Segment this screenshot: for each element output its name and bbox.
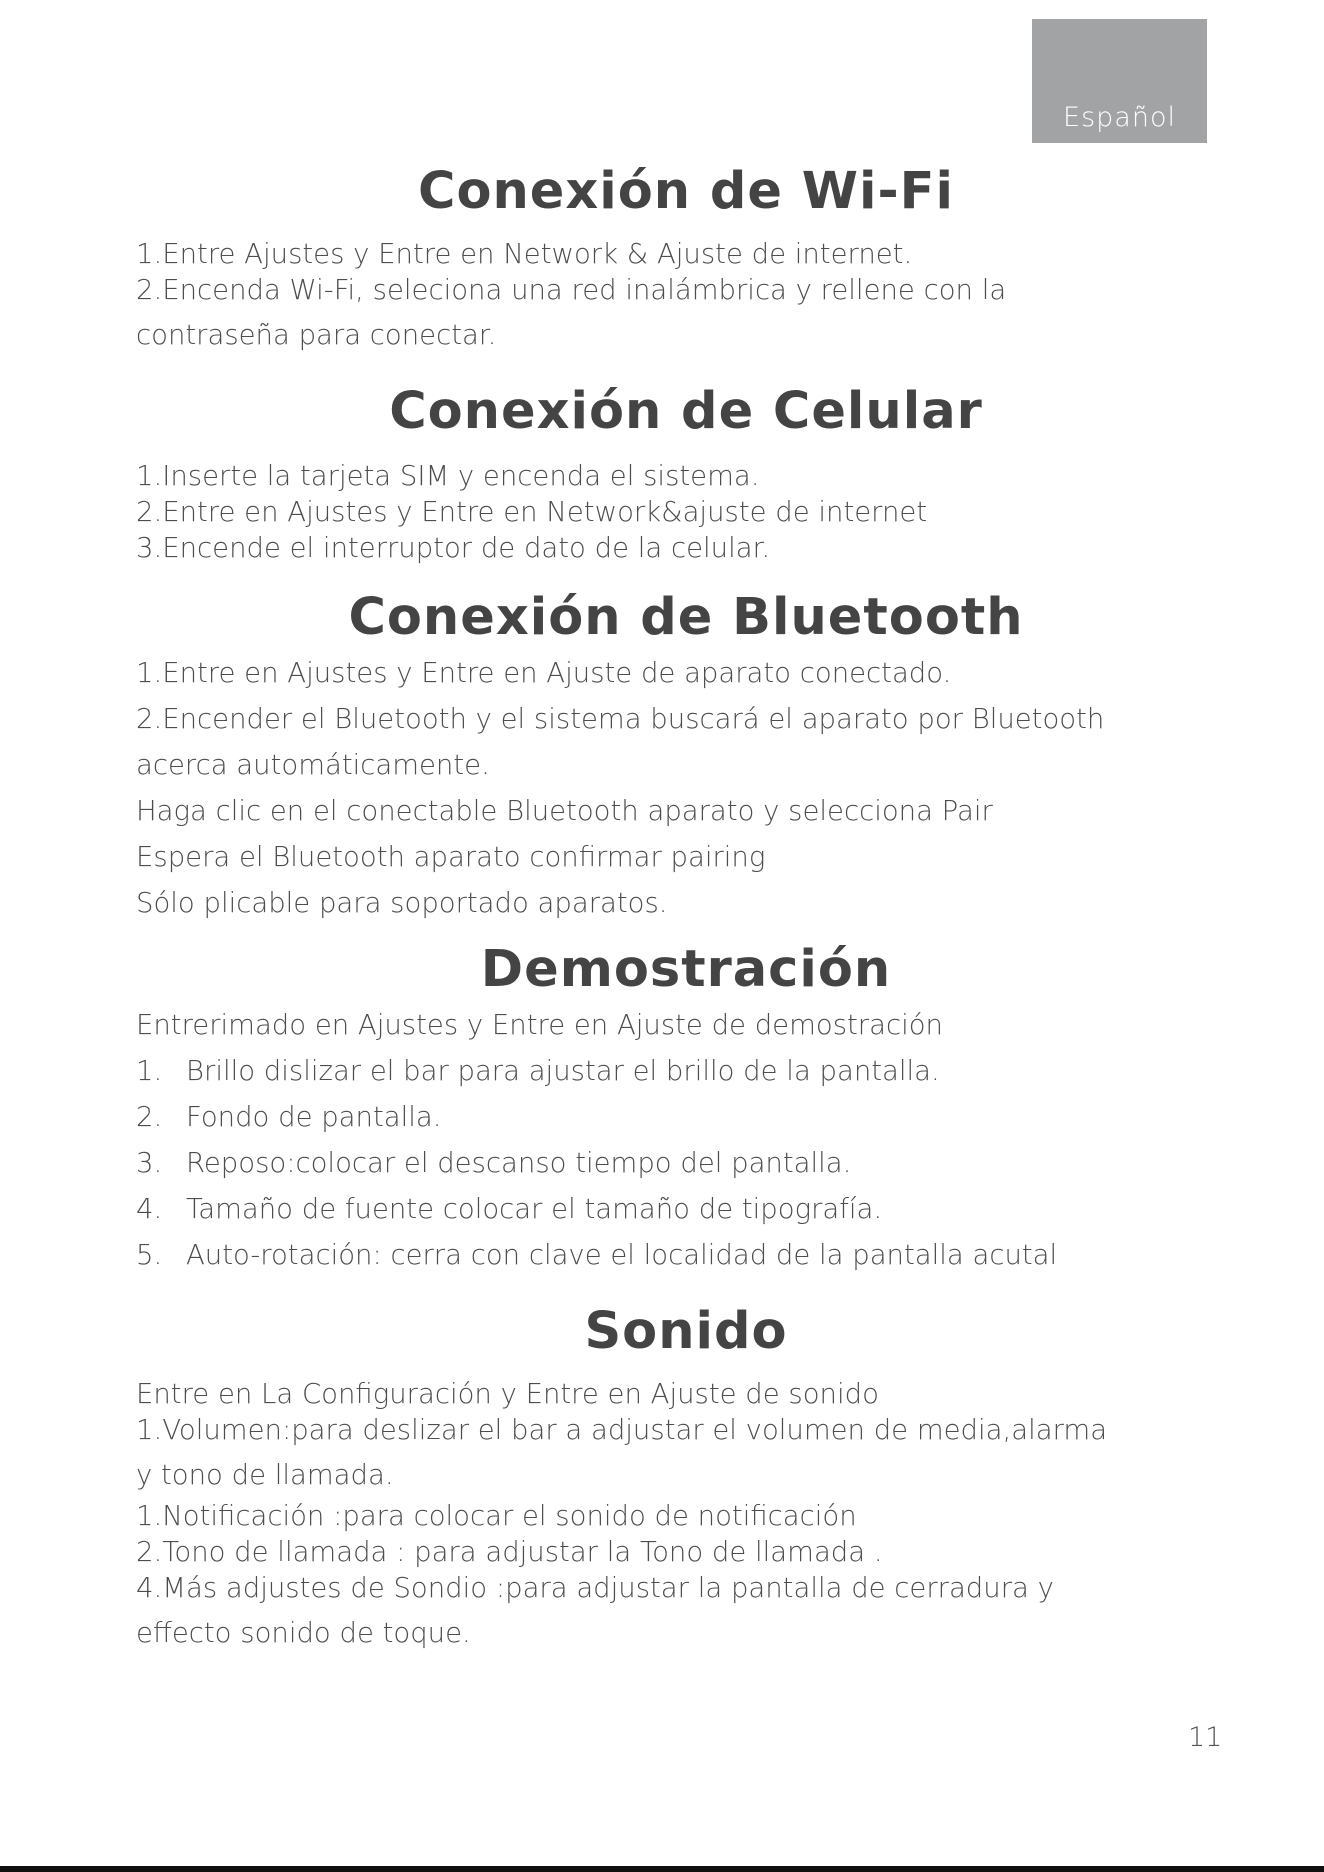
bluetooth-line-5: Espera el Bluetooth aparato confirmar pairing	[136, 841, 766, 873]
demo-item-number: 4.	[136, 1193, 163, 1225]
demo-item-1	[136, 1048, 1186, 1094]
wifi-line-1: 1.Entre Ajustes y Entre en Network & Ajuste de internet.	[136, 238, 913, 270]
cellular-section	[136, 380, 1186, 566]
sound-heading: Sonido	[584, 1302, 788, 1361]
demo-item-number: 2.	[136, 1101, 163, 1133]
sound-line-2: 1.Volumen:para deslizar el bar a adjustar el volumen de media,alarma	[136, 1414, 1108, 1446]
sound-line-7: effecto sonido de toque.	[136, 1617, 471, 1649]
bluetooth-section	[136, 586, 1186, 926]
cellular-heading: Conexión de Celular	[389, 382, 983, 441]
bluetooth-line-4: Haga clic en el conectable Bluetooth aparato y selecciona Pair	[136, 795, 993, 827]
demo-item-text: Fondo de pantalla.	[186, 1101, 442, 1133]
sound-section	[136, 1300, 1186, 1656]
sound-line-4: 1.Notificación :para colocar el sonido de notificación	[136, 1500, 857, 1532]
demo-item-number: 5.	[136, 1239, 163, 1271]
bluetooth-line-1: 1.Entre en Ajustes y Entre en Ajuste de aparato conectado.	[136, 657, 952, 689]
page-number: 11	[1188, 1722, 1223, 1753]
cellular-line-2: 2.Entre en Ajustes y Entre en Network&ajuste de internet	[136, 496, 928, 528]
bluetooth-line-2: 2.Encender el Bluetooth y el sistema buscará el aparato por Bluetooth	[136, 703, 1105, 735]
demo-section	[136, 938, 1186, 1278]
bluetooth-line-3: acerca automáticamente.	[136, 749, 490, 781]
sound-line-5: 2.Tono de llamada : para adjustar la Tono de llamada .	[136, 1536, 883, 1568]
wifi-line-3: contraseña para conectar.	[136, 319, 497, 351]
language-tab	[1032, 19, 1207, 143]
language-tab-label: Español	[1063, 102, 1176, 133]
sound-line-3: y tono de llamada.	[136, 1459, 394, 1491]
cellular-line-3: 3.Encende el interruptor de dato de la celular.	[136, 532, 771, 564]
demo-intro: Entrerimado en Ajustes y Entre en Ajuste de demostración	[136, 1009, 943, 1041]
bluetooth-heading: Conexión de Bluetooth	[348, 588, 1024, 647]
demo-item-2	[136, 1094, 1186, 1140]
manual-page-content	[136, 160, 1186, 1656]
demo-item-text: Auto-rotación: cerra con clave el localidad de la pantalla acutal	[186, 1239, 1058, 1271]
demo-item-5	[136, 1232, 1186, 1278]
cellular-line-1: 1.Inserte la tarjeta SIM y encenda el sistema.	[136, 460, 760, 492]
sound-line-6: 4.Más adjustes de Sondio :para adjustar la pantalla de cerradura y	[136, 1572, 1054, 1604]
demo-item-text: Brillo dislizar el bar para ajustar el brillo de la pantalla.	[186, 1055, 940, 1087]
demo-item-number: 1.	[136, 1055, 163, 1087]
demo-heading: Demostración	[480, 940, 892, 999]
wifi-heading: Conexión de Wi-Fi	[418, 162, 954, 221]
demo-item-text: Tamaño de fuente colocar el tamaño de tipografía.	[186, 1193, 883, 1225]
sound-line-1: Entre en La Configuración y Entre en Ajuste de sonido	[136, 1378, 879, 1410]
wifi-section	[136, 160, 1186, 358]
wifi-line-2: 2.Encenda Wi-Fi, seleciona una red inalámbrica y rellene con la	[136, 274, 1007, 306]
bluetooth-line-6: Sólo plicable para soportado aparatos.	[136, 887, 668, 919]
demo-item-3	[136, 1140, 1186, 1186]
bottom-edge-line	[0, 1866, 1324, 1872]
demo-item-text: Reposo:colocar el descanso tiempo del pantalla.	[186, 1147, 852, 1179]
demo-item-4	[136, 1186, 1186, 1232]
demo-item-number: 3.	[136, 1147, 163, 1179]
